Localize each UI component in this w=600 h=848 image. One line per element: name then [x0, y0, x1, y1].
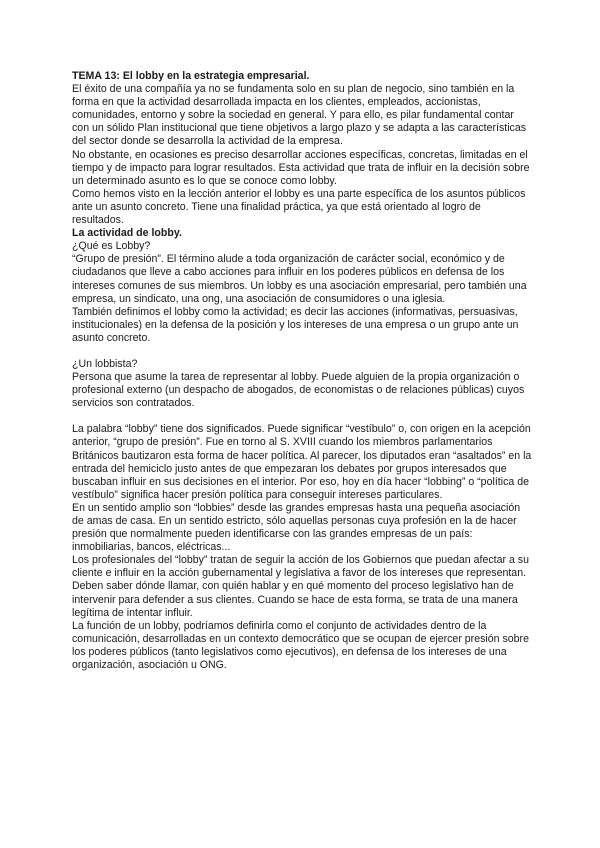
lobbyist-paragraph: Persona que asume la tarea de representar al lobby. Puede alguien de la propia organización o profesional externo (un despacho de abogados, de economistas o de relaciones públicas) cuyos servicios son contratados. [72, 371, 525, 410]
question-what-is-lobby: ¿Qué es Lobby? [72, 240, 151, 253]
spacer [72, 410, 532, 423]
intro-paragraph-3: Como hemos visto en la lección anterior el lobby es una parte específica de los asuntos públicos ante un asunto concreto. Tiene una finalidad práctica, ya que está orientado al logro de resultados. [72, 187, 526, 227]
intro-paragraph-2: No obstante, en ocasiones es preciso desarrollar acciones específicas, concretas, limitadas en el tiempo y de impacto para lograr resultados. Esta actividad que trata de influir en la decisión sobre un determinado asunto es lo que se conoce como lobby. [72, 148, 530, 187]
lobby-definition-paragraph: “Grupo de presión”. El término alude a toda organización de carácter social, económico y de ciudadanos que lleve a cabo acciones para influir en los poderes públicos en defensa de los intereses comunes de sus miembros. Un lobby es una asociación empresarial, pero también una empresa, un sindicato, una ong, una asociación de consumidores o una iglesia. [72, 253, 527, 305]
intro-paragraph-1: El éxito de una compañía ya no se fundamenta solo en su plan de negocio, sino también en la forma en que la actividad desarrollada impacta en los clientes, empleados, accionistas, comunidades, entorno y sobre la sociedad en general. Y para ello, es pilar fundamental contar con un sólido Plan institucional que tiene objetivos a largo plazo y se adapta a las características del sector donde se desarrolla la actividad de la empresa. [72, 83, 527, 148]
lobby-word-meaning-paragraph: La palabra “lobby” tiene dos significados. Puede significar “vestíbulo” o, con origen en la acepción anterior, “grupo de presión”. Fue en torno al S. XVIII cuando los miembros parlamentarios Británicos bautizaron esta forma de hacer política. Al parecer, los diputados eran “asaltados” en la entrada del hemiciclo justo antes de que empezaran los debates por grupos interesados que buscaban influir en sus decisiones en el interior. Por eso, hoy en día hacer “lobbing” o “política de vestíbulo” significa hacer presión política para conseguir intereses particulares. [72, 423, 532, 501]
question-lobbyist: ¿Un lobbista? [72, 357, 138, 370]
lobbies-scope-paragraph: En un sentido amplio son “lobbies” desde las grandes empresas hasta una pequeña asociación de amas de casa. En un sentido estricto, sólo aquellas personas cuya profesión en la de hacer presión que normalmente pueden identificarse con las grandes empresas de un país: inmobiliarias, bancos, eléctricas... [72, 501, 521, 554]
spacer [72, 345, 532, 358]
lobby-function-paragraph: La función de un lobby, podríamos definirla como el conjunto de actividades dentro de la comunicación, desarrolladas en un contexto democrático que se ocupan de ejercer presión sobre los poderes públicos (tanto legislativos como ejecutivos), en defensa de los intereses de una organización, asociación u ONG. [72, 619, 529, 672]
section-heading: La actividad de lobby. [72, 227, 182, 240]
lobby-professionals-paragraph: Los profesionales del “lobby” tratan de seguir la acción de los Gobiernos que puedan afectar a su cliente e influir en la acción gubernamental y legislativa a favor de los intereses que representan. Deben saber dónde llamar, con quién hablar y en qué momento del proceso legislativo han de intervenir para defender a sus clientes. Cuando se hace de esta forma, se trata de una manera legítima de intentar influir. [72, 554, 529, 619]
document-page [72, 70, 532, 672]
lobby-activity-paragraph: También definimos el lobby como la actividad; es decir las acciones (informativas, persuasivas, institucionales) en la defensa de la posición y los intereses de una empresa o un grupo ante un asunto concreto. [72, 305, 519, 344]
document-title: TEMA 13: El lobby en la estrategia empresarial. [72, 70, 310, 82]
